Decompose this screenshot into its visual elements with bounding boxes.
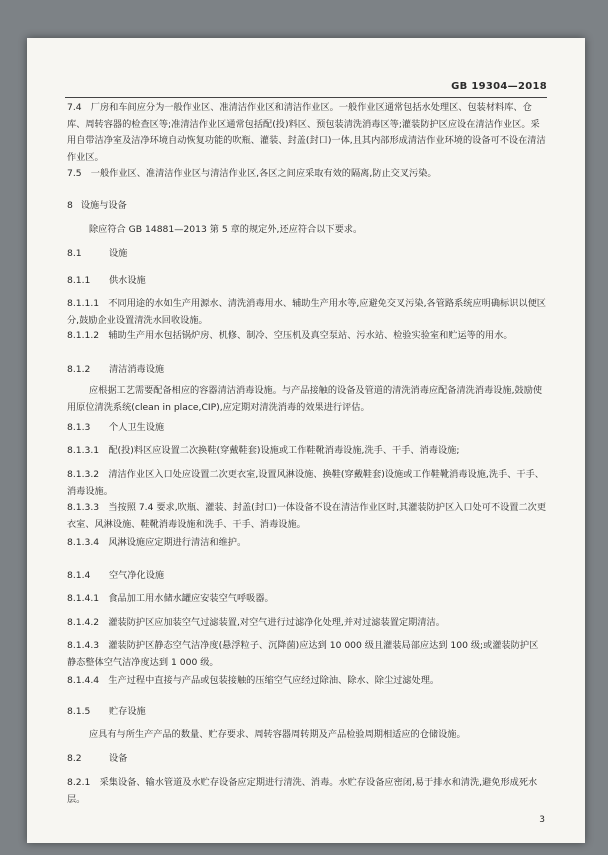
clause-title: 个人卫生设施 xyxy=(109,422,165,433)
clause-title: 供水设施 xyxy=(109,275,146,286)
clause-number: 8.2 xyxy=(67,753,82,764)
clause-8-1-2-heading xyxy=(67,362,164,378)
clause-8-1-2-text: 应根据工艺需要配备相应的容器清洁消毒设施。与产品接触的设备及管道的清洗消毒应配备清洗消毒设施,鼓励使用原位清洗系统(clean in place,CIP),应定期对清洗消毒的效果进行评估。 xyxy=(67,385,543,413)
clause-8-1-3-4: 8.1.3.4 风淋设施应定期进行清洁和维护。 xyxy=(67,537,247,548)
clause-title: 空气净化设施 xyxy=(109,570,165,581)
clause-8-1-3-heading xyxy=(67,420,164,436)
clause-8-1-4-heading xyxy=(67,568,164,584)
clause-8-2-1: 8.2.1 采集设备、输水管道及水贮存设备应定期进行清洗、消毒。水贮存设备应密闭,易于排水和清洗,避免形成死水层。 xyxy=(67,777,538,805)
clause-8-2-heading xyxy=(67,751,127,767)
section-8-intro: 除应符合 GB 14881—2013 第 5 章的规定外,还应符合以下要求。 xyxy=(89,224,363,235)
clause-title: 贮存设施 xyxy=(109,706,146,717)
clause-8-1-4-1: 8.1.4.1 食品加工用水储水罐应安装空气呼吸器。 xyxy=(67,593,274,604)
clause-8-1-4-2: 8.1.4.2 灌装防护区应加装空气过滤装置,对空气进行过滤净化处理,并对过滤装置定期清洁。 xyxy=(67,617,445,628)
clause-8-1-1-2: 8.1.1.2 辅助生产用水包括锅炉房、机修、制冷、空压机及真空泵站、污水站、检验实验室和贮运等的用水。 xyxy=(67,330,513,341)
clause-8-1-3-1: 8.1.3.1 配(投)料区应设置二次换鞋(穿戴鞋套)设施或工作鞋靴消毒设施,洗手、干手、消毒设施; xyxy=(67,445,460,456)
clause-8-1-1-heading xyxy=(67,273,146,289)
clause-8-1-3-2: 8.1.3.2 清洁作业区入口处应设置二次更衣室,设置风淋设施、换鞋(穿戴鞋套)设施或工作鞋靴消毒设施,洗手、干手、消毒设施。 xyxy=(67,469,544,497)
section-8-heading xyxy=(67,198,127,214)
clause-8-1-4-3: 8.1.4.3 灌装防护区静态空气洁净度(悬浮粒子、沉降菌)应达到 10 000 级且灌装局部应达到 100 级;或灌装防护区静态整体空气洁净度达到 1 000 级。 xyxy=(67,640,539,668)
clause-number: 8.1.3 xyxy=(67,422,91,433)
clause-number: 8.1.1 xyxy=(67,275,91,286)
clause-8-1-5-heading xyxy=(67,704,146,720)
header-rule xyxy=(65,97,547,98)
clause-8-1-heading xyxy=(67,246,127,262)
clause-number: 8.1.2 xyxy=(67,364,91,375)
clause-number: 8.1.4 xyxy=(67,570,91,581)
section-number: 8 xyxy=(67,200,73,211)
clause-8-1-1-1: 8.1.1.1 不同用途的水如生产用源水、清洗消毒用水、辅助生产用水等,应避免交叉污染,各管路系统应明确标识以便区分,鼓励企业设置清洗水回收设施。 xyxy=(67,298,546,326)
clause-title: 清洁消毒设施 xyxy=(109,364,165,375)
clause-number: 8.1 xyxy=(67,248,82,259)
clause-8-1-4-4: 8.1.4.4 生产过程中直接与产品或包装接触的压缩空气应经过除油、除水、除尘过滤处理。 xyxy=(67,675,440,686)
document-page xyxy=(27,38,585,843)
clause-8-1-5-text: 应具有与所生产产品的数量、贮存要求、周转容器周转期及产品检验周期相适应的仓储设施。 xyxy=(89,729,466,740)
clause-title: 设施 xyxy=(109,248,128,259)
standard-number: GB 19304—2018 xyxy=(451,81,547,92)
clause-7-4: 7.4 厂房和车间应分为一般作业区、准清洁作业区和清洁作业区。一般作业区通常包括水处理区、包装材料库、仓库、周转容器的检查区等;准清洁作业区通常包括配(投)料区、预包装清洗消毒区等;灌装防护区应设在清洁作业区。采用自带洁净室及洁净环境自动恢复功能的吹瓶、灌装、封盖(封口)一体,且其内部形成清洁作业环境的设备可不设在清洁作业区。 xyxy=(67,102,546,163)
clause-8-1-3-3: 8.1.3.3 当按照 7.4 要求,吹瓶、灌装、封盖(封口)一体设备不设在清洁作业区时,其灌装防护区入口处可不设置二次更衣室、风淋设施、鞋靴消毒设施和洗手、干手、消毒设施。 xyxy=(67,502,547,530)
clause-title: 设备 xyxy=(109,753,128,764)
section-title: 设施与设备 xyxy=(80,200,127,211)
clause-7-5: 7.5 一般作业区、准清洁作业区与清洁作业区,各区之间应采取有效的隔离,防止交叉污染。 xyxy=(67,168,437,179)
page-number: 3 xyxy=(539,815,545,825)
clause-number: 8.1.5 xyxy=(67,706,91,717)
